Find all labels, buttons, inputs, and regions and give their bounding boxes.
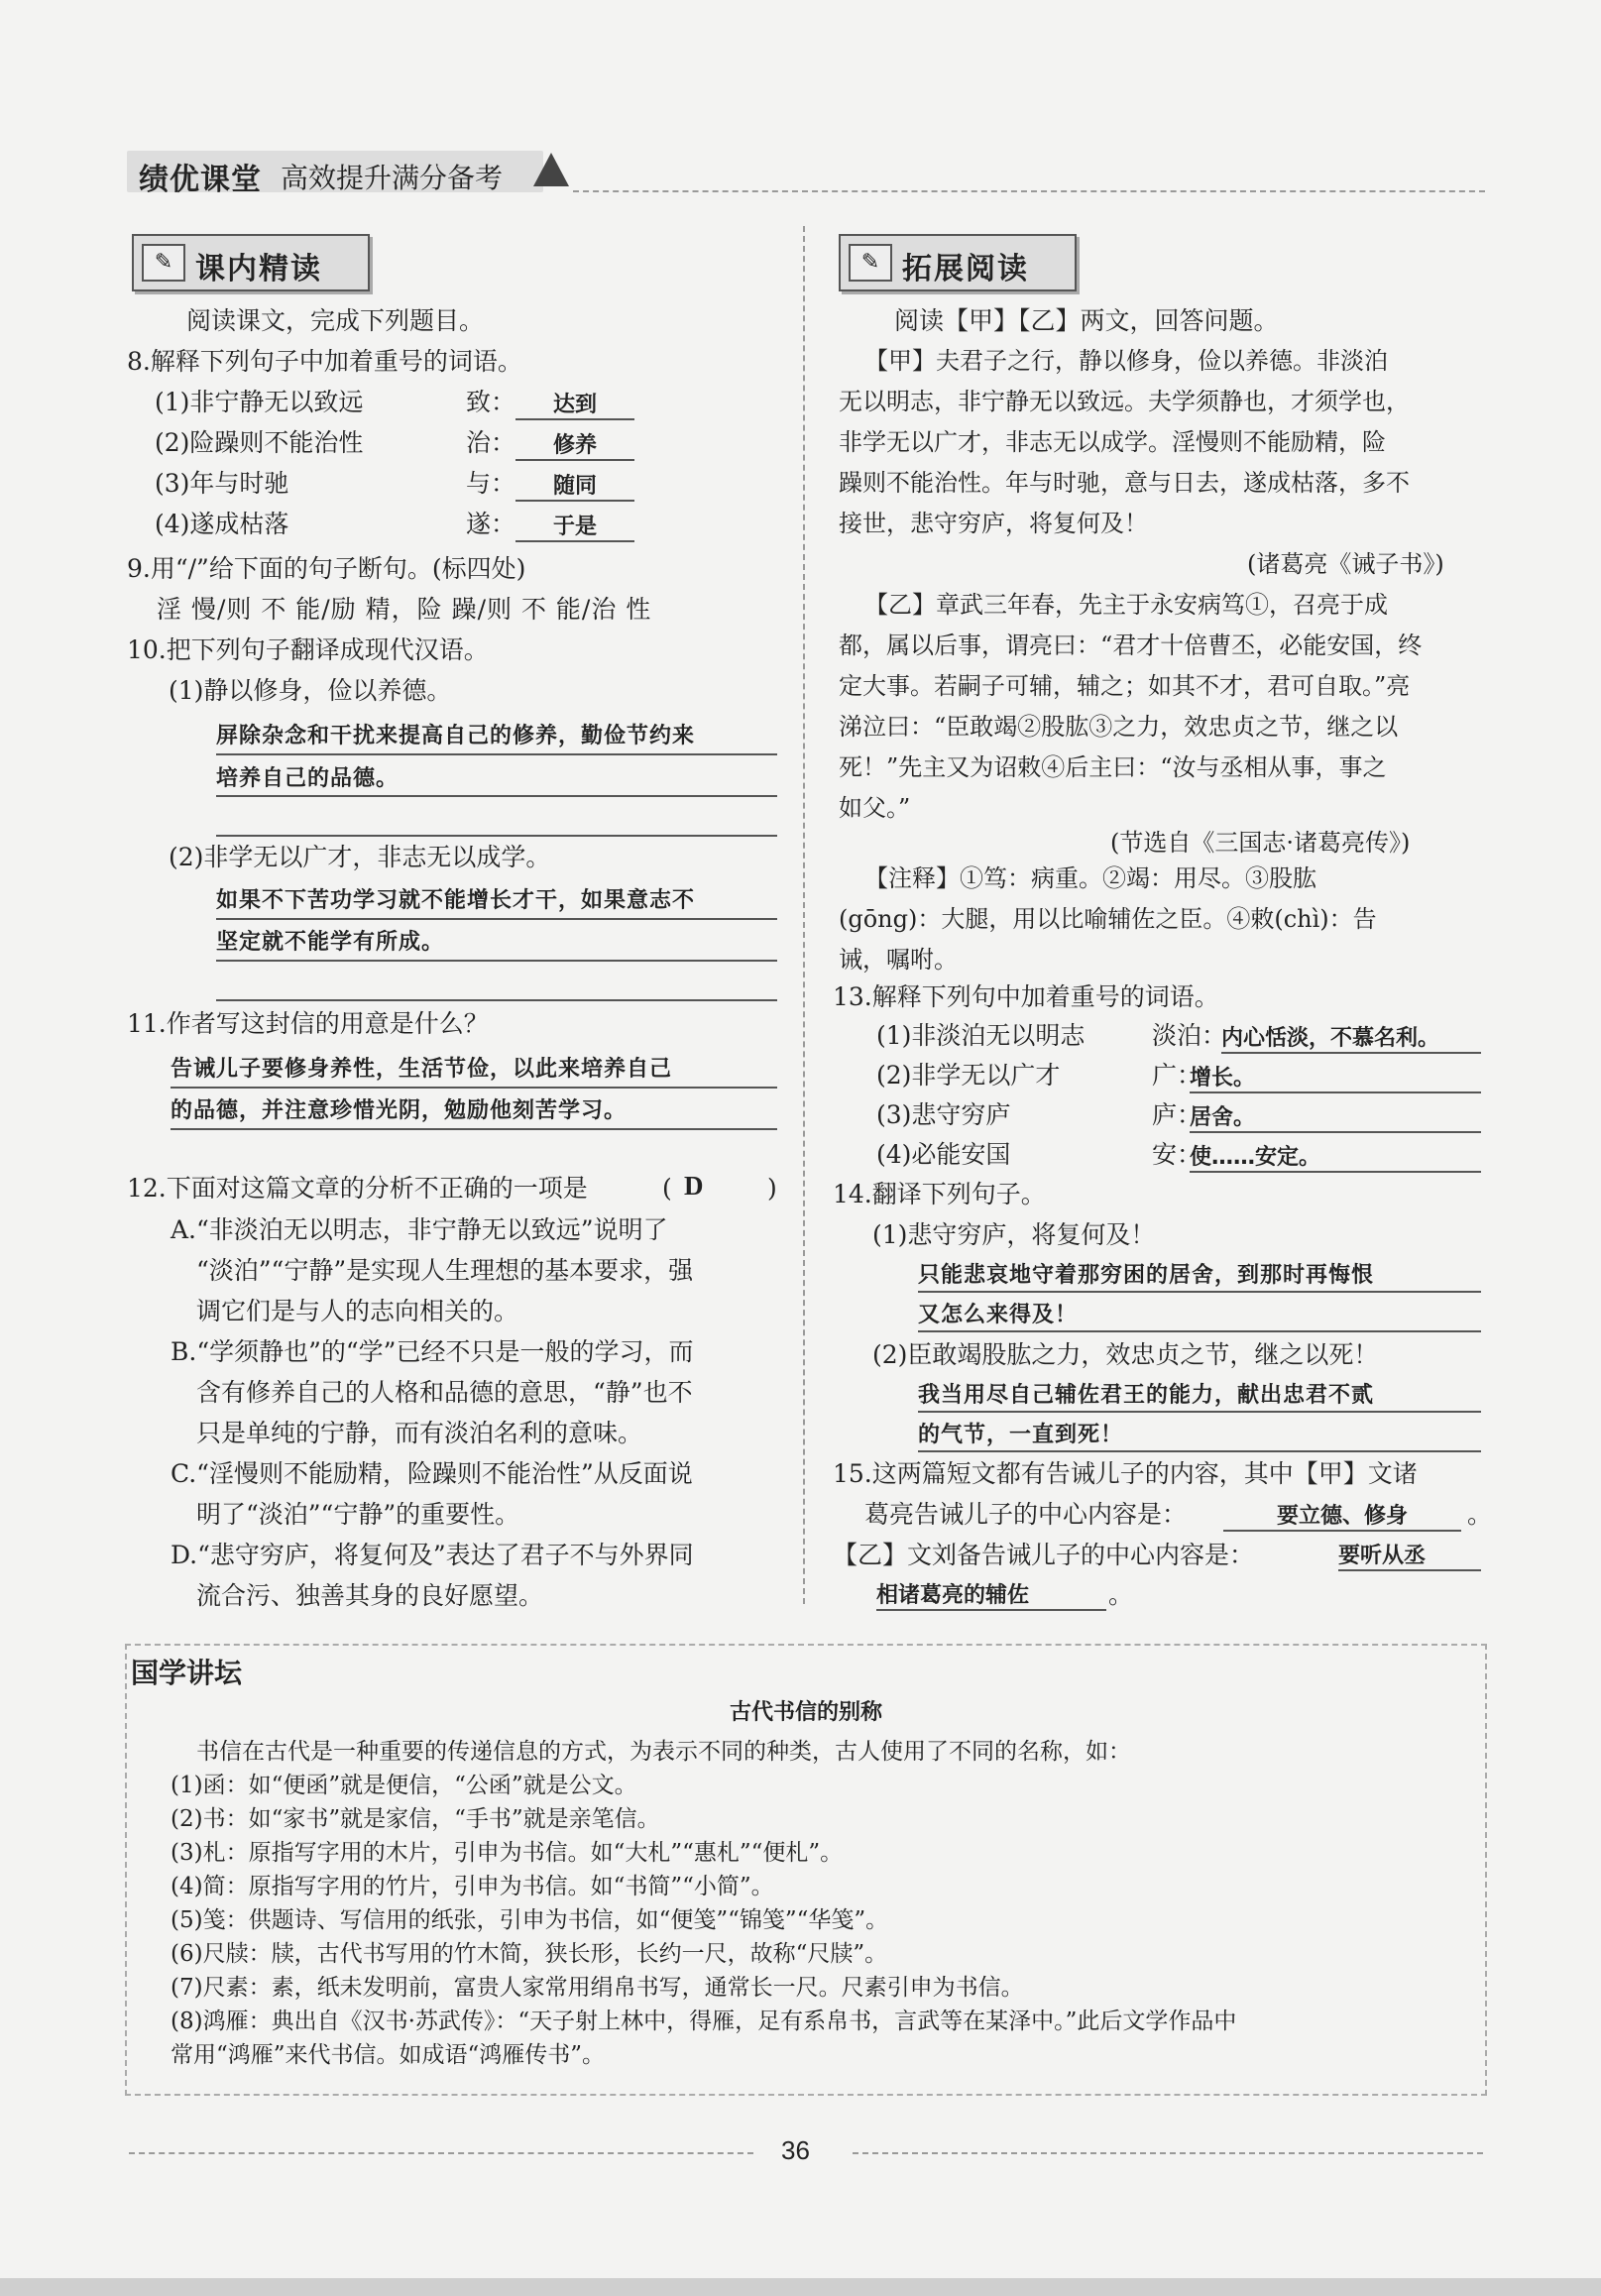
header-divider <box>573 190 1485 192</box>
q13-answer: 内心恬淡，不慕名利。 <box>1221 1021 1481 1054</box>
answer-rule <box>171 1087 777 1089</box>
q15-line-1: 15.这两篇短文都有告诫儿子的内容，其中【甲】文诸 <box>833 1459 1418 1488</box>
q15-line-2: 葛亮告诫儿子的中心内容是： <box>864 1500 1188 1529</box>
q15-answer-yi: 相诸葛亮的辅佐 <box>876 1578 1106 1611</box>
q14-answer-line: 我当用尽自己辅佐君王的能力，献出忠君不贰 <box>918 1383 1375 1408</box>
passage-jia-source: (诸葛亮《诫子书》) <box>1247 550 1444 578</box>
scan-edge <box>0 2278 1601 2296</box>
q8-answer: 于是 <box>515 510 634 542</box>
guoxue-line: (3)札：原指写字用的木片，引申为书信。如“大札”“惠札”“便札”。 <box>171 1840 844 1866</box>
notes-line: 【注释】①笃：病重。②竭：用尽。③股肱 <box>864 864 1316 892</box>
q8-sentence: (3)年与时驰 <box>155 469 289 498</box>
guoxue-line: (4)简：原指写字用的竹片，引申为书信。如“书简”“小简”。 <box>171 1874 774 1899</box>
q15-answer-jia: 要立德、修身 <box>1223 1499 1461 1532</box>
q9-stem: 9.用“/”给下面的句子断句。(标四处) <box>127 554 526 583</box>
section-title-text: 拓展阅读 <box>902 252 1029 287</box>
q10-answer-line: 培养自己的品德。 <box>216 766 400 791</box>
q8-word: 治： <box>466 428 516 457</box>
q14-answer-line: 又怎么来得及！ <box>918 1303 1079 1327</box>
q14-stem: 14.翻译下列句子。 <box>833 1180 1046 1208</box>
q8-sentence: (1)非宁静无以致远 <box>155 388 364 416</box>
passage-yi-line: 【乙】章武三年春，先主于永安病笃①，召亮于成 <box>864 591 1388 619</box>
q15-period: 。 <box>1108 1580 1134 1609</box>
q12-option-line: 明了“淡泊”“宁静”的重要性。 <box>196 1500 520 1529</box>
q12-paren-close: ) <box>767 1174 777 1203</box>
page-number: 36 <box>781 2135 810 2165</box>
q8-stem: 8.解释下列句子中加着重号的词语。 <box>127 347 522 376</box>
answer-rule <box>216 918 777 920</box>
q12-option-line: 只是单纯的宁静，而有淡泊名利的意味。 <box>196 1419 643 1447</box>
guoxue-line: 常用“鸿雁”来代书信。如成语“鸿雁传书”。 <box>171 2042 606 2068</box>
q14-answer-line: 只能悲哀地守着那穷困的居舍，到那时再悔恨 <box>918 1263 1375 1288</box>
q8-sentence: (4)遂成枯落 <box>155 510 289 538</box>
right-intro: 阅读【甲】【乙】两文，回答问题。 <box>894 306 1279 335</box>
q13-word: 安： <box>1152 1140 1202 1169</box>
column-divider <box>803 226 805 1604</box>
guoxue-title: 国学讲坛 <box>131 1657 243 1689</box>
q13-stem: 13.解释下列句中加着重号的词语。 <box>833 982 1219 1011</box>
answer-rule <box>918 1291 1481 1293</box>
q8-answer: 达到 <box>515 388 634 420</box>
passage-jia-line: 【甲】夫君子之行，静以修身，俭以养德。非淡泊 <box>864 347 1388 375</box>
q15-period: 。 <box>1467 1500 1493 1529</box>
answer-rule <box>216 795 777 797</box>
guoxue-line: (6)尺牍：牍，古代书写用的竹木简，狭长形，长约一尺，故称“尺牍”。 <box>171 1941 888 1967</box>
q10-answer-line: 屏除杂念和干扰来提高自己的修养，勤俭节约来 <box>216 724 696 748</box>
answer-rule <box>918 1411 1481 1413</box>
guoxue-line: (7)尺素：素，纸未发明前，富贵人家常用绢帛书写，通常长一尺。尺素引申为书信。 <box>171 1975 1024 2001</box>
brand-label: 绩优课堂 <box>139 163 262 197</box>
section-title-text: 课内精读 <box>195 252 322 287</box>
q10-answer-line: 坚定就不能学有所成。 <box>216 930 445 955</box>
q12-option-line: B.“学须静也”的“学”已经不只是一般的学习，而 <box>171 1337 694 1366</box>
passage-yi-line: 涕泣曰：“臣敢竭②股肱③之力，效忠贞之节，继之以 <box>839 713 1399 741</box>
passage-jia-line: 非学无以广才，非志无以成学。淫慢则不能励精，险 <box>839 428 1386 456</box>
q15-line-3: 【乙】文刘备告诫儿子的中心内容是： <box>833 1541 1255 1569</box>
notes-line: 诫，嘱咐。 <box>839 946 958 974</box>
q12-option-line: 流合污、独善其身的良好愿望。 <box>196 1581 544 1610</box>
q10-sentence-1: (1)静以修身，俭以养德。 <box>169 676 452 705</box>
q14-answer-line: 的气节，一直到死！ <box>918 1423 1124 1447</box>
passage-yi-source: (节选自《三国志·诸葛亮传》) <box>1110 829 1411 857</box>
answer-rule <box>216 753 777 755</box>
q12-option-line: 含有修养自己的人格和品德的意思，“静”也不 <box>196 1378 693 1407</box>
q13-answer: 居舍。 <box>1190 1100 1481 1133</box>
section-title-tuozhan <box>839 234 1077 291</box>
q13-answer: 增长。 <box>1190 1061 1481 1093</box>
q8-answer: 随同 <box>515 469 634 502</box>
triangle-icon <box>533 153 569 186</box>
slogan-label: 高效提升满分备考 <box>281 162 504 194</box>
q10-sentence-2: (2)非学无以广才，非志无以成学。 <box>169 843 551 871</box>
q13-sentence: (3)悲守穷庐 <box>876 1100 1011 1129</box>
guoxue-line: (1)函：如“便函”就是便信，“公函”就是公文。 <box>171 1773 637 1798</box>
q13-word: 庐： <box>1152 1100 1202 1129</box>
answer-rule <box>216 960 777 962</box>
answer-rule <box>918 1450 1481 1452</box>
footer-divider <box>853 2152 1483 2154</box>
section-title-kenei <box>132 234 370 291</box>
q8-answer: 修养 <box>515 428 634 461</box>
guoxue-line: (2)书：如“家书”就是家信，“手书”就是亲笔信。 <box>171 1806 660 1832</box>
left-intro: 阅读课文，完成下列题目。 <box>186 306 485 335</box>
passage-yi-line: 都，属以后事，谓亮曰：“君才十倍曹丕，必能安国，终 <box>839 631 1423 659</box>
pencil-icon: ✎ <box>142 244 185 282</box>
passage-yi-line: 如父。” <box>839 794 911 822</box>
q11-answer-line: 的品德，并注意珍惜光阴，勉励他刻苦学习。 <box>171 1098 628 1123</box>
q12-option-line: A.“非淡泊无以明志，非宁静无以致远”说明了 <box>171 1215 668 1244</box>
passage-jia-line: 躁则不能治性。年与时驰，意与日去，遂成枯落，多不 <box>839 469 1410 497</box>
q8-word: 致： <box>466 388 516 416</box>
q13-answer: 使……安定。 <box>1190 1140 1481 1173</box>
q12-option-line: C.“淫慢则不能励精，险躁则不能治性”从反面说 <box>171 1459 693 1488</box>
passage-jia-line: 无以明志，非宁静无以致远。夫学须静也，才须学也， <box>839 388 1410 415</box>
q12-stem: 12.下面对这篇文章的分析不正确的一项是 <box>127 1174 588 1203</box>
answer-rule <box>918 1330 1481 1332</box>
guoxue-line: (5)笺：供题诗、写信用的纸张，引申为书信，如“便笺”“锦笺”“华笺”。 <box>171 1907 889 1933</box>
q15-answer-yi: 要听从丞 <box>1338 1539 1481 1571</box>
q9-answer: 淫 慢/则 不 能/励 精，险 躁/则 不 能/治 性 <box>157 595 652 624</box>
q10-stem: 10.把下列句子翻译成现代汉语。 <box>127 635 489 664</box>
q8-sentence: (2)险躁则不能治性 <box>155 428 364 457</box>
header-tag <box>127 151 543 197</box>
q13-word: 淡泊： <box>1152 1021 1227 1050</box>
notes-line: (gōng)：大腿，用以比喻辅佐之臣。④敕(chì)：告 <box>839 905 1377 933</box>
q13-sentence: (1)非淡泊无以明志 <box>876 1021 1086 1050</box>
q8-word: 遂： <box>466 510 516 538</box>
passage-jia-line: 接世，悲守穷庐，将复何及！ <box>839 510 1148 537</box>
answer-rule <box>171 1128 777 1130</box>
q13-sentence: (4)必能安国 <box>876 1140 1011 1169</box>
q11-stem: 11.作者写这封信的用意是什么？ <box>127 1009 489 1038</box>
guoxue-subtitle: 古代书信的别称 <box>729 1699 882 1725</box>
q14-sentence-2: (2)臣敢竭股肱之力，效忠贞之节，继之以死！ <box>872 1340 1379 1369</box>
guoxue-line: (8)鸿雁：典出自《汉书·苏武传》：“天子射上林中，得雁，足有系帛书，言武等在某泽中。”此后文学作品中 <box>171 2009 1237 2034</box>
guoxue-box <box>125 1644 1487 2096</box>
q13-sentence: (2)非学无以广才 <box>876 1061 1061 1090</box>
q12-answer: D <box>684 1171 704 1201</box>
q11-answer-line: 告诫儿子要修身养性，生活节俭，以此来培养自己 <box>171 1057 673 1082</box>
passage-yi-line: 定大事。若嗣子可辅，辅之；如其不才，君可自取。”亮 <box>839 672 1411 700</box>
q10-answer-line: 如果不下苦功学习就不能增长才干，如果意志不 <box>216 888 696 913</box>
answer-rule <box>216 999 777 1001</box>
guoxue-line: 书信在古代是一种重要的传递信息的方式，为表示不同的种类，古人使用了不同的名称，如： <box>196 1739 1131 1765</box>
page-header <box>127 151 1485 197</box>
q12-option-line: 调它们是与人的志向相关的。 <box>196 1297 519 1325</box>
q8-word: 与： <box>466 469 516 498</box>
book-icon: ✎ <box>849 244 892 282</box>
q12-option-line: D.“悲守穷庐，将复何及”表达了君子不与外界同 <box>171 1541 694 1569</box>
q12-option-line: “淡泊”“宁静”是实现人生理想的基本要求，强 <box>196 1256 694 1285</box>
q13-word: 广： <box>1152 1061 1202 1090</box>
q14-sentence-1: (1)悲守穷庐，将复何及！ <box>872 1220 1156 1249</box>
passage-yi-line: 死！”先主又为诏敕④后主曰：“汝与丞相从事，事之 <box>839 753 1387 781</box>
footer-divider <box>129 2152 753 2154</box>
q12-paren-open: ( <box>662 1174 672 1203</box>
